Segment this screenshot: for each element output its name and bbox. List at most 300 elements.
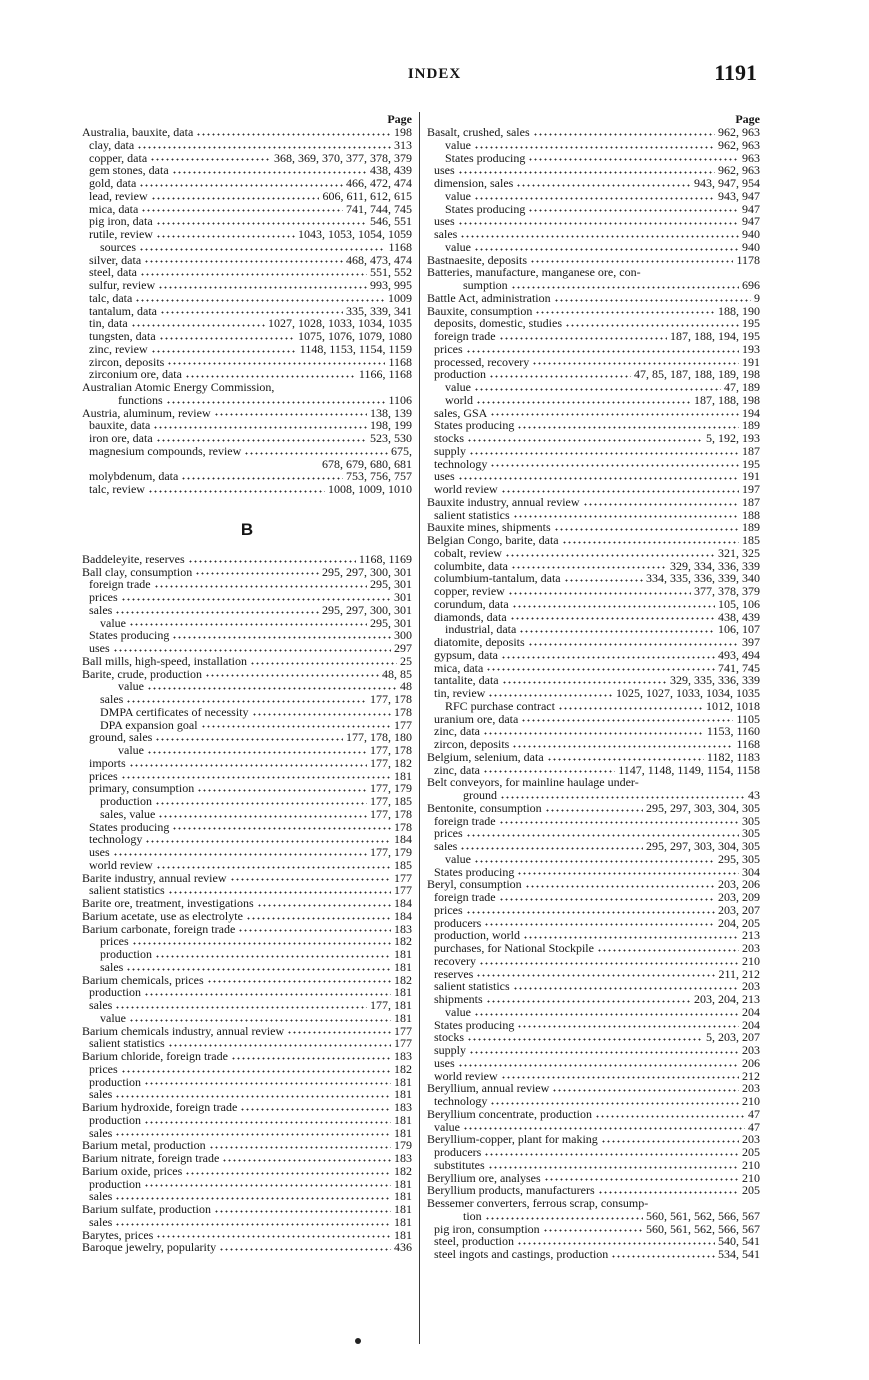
index-entry <box>427 394 760 407</box>
index-entry <box>427 126 760 139</box>
entry-term: Barium acetate, use as electrolyte <box>82 908 243 923</box>
dot-leader <box>564 579 643 582</box>
dot-leader <box>126 968 391 971</box>
entry-page-refs: 106, 107 <box>718 622 760 637</box>
dot-leader <box>160 311 343 314</box>
entry-term: technology <box>434 456 488 471</box>
dot-leader <box>458 477 739 480</box>
dot-leader <box>500 796 745 799</box>
entry-term: functions <box>118 392 163 407</box>
index-entry <box>427 1210 760 1223</box>
entry-page-refs: 295, 305 <box>718 851 760 866</box>
entry-term: world review <box>434 1068 498 1083</box>
entry-term: foreign trade <box>434 813 496 828</box>
entry-term: Ball mills, high-speed, installation <box>82 653 247 668</box>
entry-page-refs: 188, 190 <box>718 303 760 318</box>
dot-leader <box>148 490 325 493</box>
entry-page-refs: 183 <box>394 1151 412 1165</box>
index-entry <box>427 534 760 547</box>
entry-term: Beryllium concentrate, production <box>427 1106 592 1121</box>
dot-leader <box>562 541 739 544</box>
index-entry <box>82 999 412 1012</box>
entry-page-refs: 177, 178 <box>370 743 412 757</box>
entry-page-refs: 1168, 1169 <box>358 551 412 566</box>
entry-page-refs: 181 <box>394 1214 412 1229</box>
dot-leader <box>511 566 667 569</box>
entry-page-refs: 181 <box>394 1202 412 1216</box>
index-entry <box>82 553 412 566</box>
entry-page-refs: 675, <box>391 443 412 458</box>
entry-page-refs: 210 <box>742 1094 760 1108</box>
dot-leader <box>512 745 733 748</box>
dot-leader <box>155 802 367 805</box>
index-entry <box>427 1146 760 1159</box>
entry-term: sales, GSA <box>434 405 488 420</box>
index-entry <box>427 1031 760 1044</box>
index-entry <box>427 1057 760 1070</box>
entry-page-refs: 177, 178, 180 <box>346 730 412 745</box>
entry-term: Austria, aluminum, review <box>82 405 211 420</box>
entry-page-refs: 181 <box>394 1176 412 1191</box>
entry-term: diamonds, data <box>434 609 507 624</box>
dot-leader <box>501 490 739 493</box>
dot-leader <box>476 401 691 404</box>
entry-page-refs: 1008, 1009, 1010 <box>328 482 412 496</box>
entry-page-refs: 191 <box>742 469 760 484</box>
dot-leader <box>474 197 715 200</box>
entry-term: Beryllium ore, analyses <box>427 1170 541 1185</box>
dot-leader <box>517 1025 739 1028</box>
index-entry <box>427 432 760 445</box>
index-entry <box>82 846 412 859</box>
entry-term: purchases, for National Stockpile <box>434 941 594 955</box>
dot-leader <box>121 598 391 601</box>
entry-page-refs: 943, 947 <box>718 188 760 203</box>
entry-page-refs: 177, 179 <box>370 845 412 859</box>
index-entry <box>82 578 412 591</box>
index-entry <box>82 1152 412 1165</box>
entry-page-refs: 138, 139 <box>370 405 412 420</box>
entry-page-refs: 182 <box>394 934 412 949</box>
index-entry <box>82 833 412 846</box>
index-entry <box>427 840 760 853</box>
dot-leader <box>488 1166 739 1169</box>
entry-page-refs: 213 <box>742 928 760 943</box>
dot-leader <box>502 681 667 684</box>
entry-term: Batteries, manufacture, manganese ore, con- <box>427 265 641 280</box>
entry-page-refs: 181 <box>394 1087 412 1102</box>
entry-page-refs: 178 <box>394 704 412 719</box>
index-entry <box>427 368 760 381</box>
entry-term: Bauxite industry, annual review <box>427 494 580 509</box>
entry-term: Barytes, prices <box>82 1227 154 1242</box>
dot-leader <box>466 350 739 353</box>
entry-term: States producing <box>434 418 515 433</box>
entry-term: zircon, deposits <box>434 737 510 751</box>
dot-leader <box>474 1013 739 1016</box>
dot-leader <box>467 439 703 442</box>
index-entry <box>82 381 412 394</box>
index-entry <box>82 241 412 254</box>
entry-term: sales, value <box>100 806 156 821</box>
index-entry <box>82 343 412 356</box>
entry-term: States producing <box>89 819 170 834</box>
dot-leader <box>517 1242 715 1245</box>
entry-page-refs: 5, 192, 193 <box>706 431 760 445</box>
entry-page-refs: 177 <box>394 1023 412 1038</box>
entry-page-refs: 295, 297, 303, 304, 305 <box>646 800 760 815</box>
entry-page-refs: 184 <box>394 896 412 910</box>
entry-page-refs: 1166, 1168 <box>358 367 412 382</box>
dot-leader <box>129 764 367 767</box>
index-entry <box>82 897 412 910</box>
entry-page-refs: 1105 <box>736 711 760 726</box>
entry-term: prices <box>89 1061 118 1076</box>
entry-term: Ball clay, consumption <box>82 564 193 579</box>
entry-page-refs: 183 <box>394 1100 412 1114</box>
entry-term: lead, review <box>89 188 148 203</box>
entry-term: magnesium compounds, review <box>89 443 242 458</box>
dot-leader <box>513 515 739 518</box>
entry-page-refs: 195 <box>742 456 760 471</box>
entry-page-refs: 1106 <box>388 392 412 407</box>
entry-page-refs: 203 <box>742 979 760 994</box>
dot-leader <box>463 1127 745 1130</box>
entry-term: stocks <box>434 1030 464 1045</box>
entry-page-refs: 203 <box>742 1132 760 1147</box>
index-column-right <box>427 112 760 1261</box>
entry-page-refs: 187 <box>742 494 760 509</box>
dot-leader <box>214 1210 391 1213</box>
entry-page-refs: 182 <box>394 972 412 987</box>
entry-term: sales <box>89 998 113 1012</box>
dot-leader <box>484 1153 739 1156</box>
dot-leader <box>115 611 319 614</box>
entry-term: cobalt, review <box>434 545 502 560</box>
entry-page-refs: 943, 947, 954 <box>694 176 760 190</box>
dot-leader <box>488 694 613 697</box>
entry-page-refs: 181 <box>394 768 412 783</box>
dot-leader <box>230 878 391 881</box>
entry-term: prices <box>434 902 463 917</box>
dot-leader <box>158 815 367 818</box>
entry-term: industrial, data <box>445 622 517 637</box>
entry-term: Bessemer converters, ferrous scrap, consump- <box>427 1196 649 1210</box>
entry-term: sales <box>434 227 458 241</box>
dot-leader <box>489 375 631 378</box>
index-entry <box>427 1006 760 1019</box>
entry-term: tin, data <box>89 316 128 331</box>
entry-term: value <box>445 380 471 394</box>
entry-page-refs: 1009 <box>388 290 412 305</box>
dot-leader <box>168 891 391 894</box>
index-entry <box>82 808 412 821</box>
entry-page-refs: 203 <box>742 1043 760 1057</box>
dot-leader <box>153 426 367 429</box>
entry-page-refs: 48, 85 <box>382 666 412 681</box>
entry-page-refs: 993, 995 <box>370 278 412 292</box>
index-entry <box>82 177 412 190</box>
entry-term: Barium sulfate, production <box>82 1202 211 1216</box>
dot-leader <box>466 834 739 837</box>
entry-page-refs: 741, 744, 745 <box>346 201 412 216</box>
index-entry <box>82 432 412 445</box>
dot-leader <box>547 758 704 761</box>
entry-term: Barium carbonate, foreign trade <box>82 921 236 936</box>
entry-term: Bastnaesite, deposits <box>427 252 527 267</box>
dot-leader <box>552 1089 739 1092</box>
entry-page-refs: 438, 439 <box>718 609 760 624</box>
index-entry <box>427 1248 760 1261</box>
entry-page-refs: 295, 301 <box>370 577 412 592</box>
entry-term: zircon, deposits <box>89 354 165 369</box>
index-entry <box>427 177 760 190</box>
entry-page-refs: 187, 188, 198 <box>694 392 760 407</box>
index-entry <box>82 795 412 808</box>
entry-term: gypsum, data <box>434 647 498 662</box>
page-number: 1191 <box>714 60 757 85</box>
dot-leader <box>499 898 715 901</box>
entry-page-refs: 204, 205 <box>718 915 760 930</box>
entry-page-refs: 9 <box>754 290 760 305</box>
index-entry <box>427 279 760 292</box>
dot-leader <box>147 751 367 754</box>
entry-page-refs: 210 <box>742 1157 760 1172</box>
entry-term: Barium metal, production <box>82 1138 206 1153</box>
dot-leader <box>238 929 391 932</box>
dot-leader <box>505 554 715 557</box>
entry-term: stocks <box>434 431 464 445</box>
column-page-label: Page <box>735 112 760 126</box>
entry-term: processed, recovery <box>434 354 530 369</box>
entry-page-refs: 43 <box>748 788 760 802</box>
index-entry <box>427 955 760 968</box>
dot-leader <box>554 528 739 531</box>
entry-page-refs: 181 <box>394 959 412 974</box>
dot-leader <box>583 503 739 506</box>
entry-page-refs: 203, 209 <box>718 890 760 904</box>
entry-term: sulfur, review <box>89 278 156 292</box>
dot-leader <box>147 687 397 690</box>
entry-page-refs: 181 <box>394 1189 412 1204</box>
entry-page-refs: 203, 206 <box>718 877 760 892</box>
column-divider <box>419 112 420 1344</box>
entry-page-refs: 540, 541 <box>718 1234 760 1249</box>
dot-leader <box>144 1121 391 1124</box>
index-entry <box>427 241 760 254</box>
entry-term: Barium chemicals industry, annual review <box>82 1023 285 1038</box>
dot-leader <box>597 949 739 952</box>
index-entry <box>82 394 412 407</box>
entry-page-refs: 1168 <box>388 239 412 254</box>
entry-term: pig iron, consumption <box>434 1221 540 1236</box>
dot-leader <box>501 656 715 659</box>
entry-page-refs: 105, 106 <box>718 596 760 611</box>
entry-page-refs: 940 <box>742 239 760 254</box>
entry-term: Bauxite mines, shipments <box>427 520 551 535</box>
entry-page-refs: 181 <box>394 1125 412 1140</box>
entry-page-refs: 295, 297, 300, 301 <box>322 602 412 617</box>
entry-page-refs: 48 <box>400 679 412 694</box>
entry-term: value <box>445 1004 471 1019</box>
dot-leader <box>144 260 343 263</box>
entry-term: foreign trade <box>434 890 496 904</box>
dot-leader <box>528 209 739 212</box>
dot-leader <box>181 477 343 480</box>
dot-leader <box>126 700 367 703</box>
dot-leader <box>141 209 343 212</box>
entry-term: pig iron, data <box>89 214 153 229</box>
dot-leader <box>544 1178 739 1181</box>
index-entry <box>427 891 760 904</box>
dot-leader <box>144 993 391 996</box>
dot-leader <box>155 738 343 741</box>
entry-term: uses <box>434 163 455 178</box>
entry-page-refs: 184 <box>394 908 412 923</box>
dot-leader <box>543 1229 643 1232</box>
entry-term: producers <box>434 1145 482 1159</box>
entry-term: value <box>445 239 471 254</box>
entry-page-refs: 741, 745 <box>718 660 760 675</box>
dot-leader <box>115 1197 391 1200</box>
entry-term: bauxite, data <box>89 418 151 433</box>
entry-page-refs: 189 <box>742 520 760 535</box>
dot-leader <box>156 866 391 869</box>
entry-term: world review <box>434 482 498 496</box>
entry-term: Australia, bauxite, data <box>82 125 194 139</box>
dot-leader <box>474 146 715 149</box>
entry-page-refs: 1147, 1148, 1149, 1154, 1158 <box>618 762 760 777</box>
entry-page-refs: 1025, 1027, 1033, 1034, 1035 <box>616 686 760 700</box>
entry-term: value <box>100 1010 126 1025</box>
dot-leader <box>483 732 704 735</box>
dot-leader <box>154 585 367 588</box>
index-entry <box>82 1216 412 1229</box>
entry-term: steel ingots and castings, production <box>434 1247 609 1261</box>
entry-page-refs: 696 <box>742 278 760 292</box>
entry-term: deposits, domestic, studies <box>434 316 562 331</box>
index-entry <box>82 655 412 668</box>
entry-term: salient statistics <box>89 883 165 898</box>
entry-page-refs: 178 <box>394 819 412 834</box>
entry-term: zinc, data <box>434 762 480 777</box>
entry-term: Beryllium, annual review <box>427 1081 550 1096</box>
dot-leader <box>129 1019 391 1022</box>
entry-term: Battle Act, administration <box>427 290 551 305</box>
entry-term: Barite, crude, production <box>82 666 202 681</box>
entry-page-refs: 321, 325 <box>718 545 760 560</box>
dot-leader <box>132 942 391 945</box>
dot-leader <box>474 388 721 391</box>
entry-term: zinc, review <box>89 341 148 356</box>
entry-term: prices <box>89 590 118 604</box>
entry-term: columbium-tantalum, data <box>434 571 561 586</box>
index-entry <box>82 1063 412 1076</box>
dot-leader <box>205 674 379 677</box>
dot-leader <box>532 362 739 365</box>
index-entry <box>427 547 760 560</box>
entry-page-refs: 181 <box>394 1112 412 1127</box>
entry-term: clay, data <box>89 137 135 152</box>
entry-page-refs: 177, 182 <box>370 755 412 770</box>
dot-leader <box>158 286 367 289</box>
index-entry <box>427 139 760 152</box>
entry-term: talc, data <box>89 290 133 305</box>
dot-leader <box>156 1235 391 1238</box>
entry-page-refs: 204 <box>742 1004 760 1019</box>
dot-leader <box>185 375 356 378</box>
entry-page-refs: 184 <box>394 832 412 847</box>
dot-leader <box>250 662 397 665</box>
entry-term: tin, review <box>434 686 486 700</box>
index-entry <box>82 483 412 496</box>
entry-page-refs: 177 <box>394 883 412 898</box>
entry-page-refs: 560, 561, 562, 566, 567 <box>646 1221 760 1236</box>
index-entry <box>427 228 760 241</box>
entry-term: sales <box>89 1189 113 1204</box>
index-entry <box>427 483 760 496</box>
dot-leader <box>460 847 643 850</box>
dot-leader <box>510 617 715 620</box>
entry-term: production <box>100 794 152 808</box>
entry-page-refs: 177 <box>394 717 412 732</box>
dot-leader <box>121 776 391 779</box>
index-entry <box>82 292 412 305</box>
entry-page-refs: 1148, 1153, 1154, 1159 <box>299 341 412 356</box>
index-entry <box>427 458 760 471</box>
entry-page-refs: 194 <box>742 405 760 420</box>
dot-leader <box>244 452 388 455</box>
entry-page-refs: 305 <box>742 826 760 841</box>
entry-term: DMPA certificates of necessity <box>100 704 249 719</box>
index-entry <box>427 381 760 394</box>
index-entry-continuation: 678, 679, 680, 681 <box>322 456 412 471</box>
index-entry <box>427 215 760 228</box>
index-entry <box>427 700 760 713</box>
entry-page-refs: 212 <box>742 1068 760 1083</box>
entry-term: uses <box>434 214 455 229</box>
entry-term: technology <box>89 832 143 847</box>
entry-page-refs: 203 <box>742 1081 760 1096</box>
dot-leader <box>155 955 391 958</box>
entry-term: sales <box>89 1125 113 1140</box>
entry-page-refs: 546, 551 <box>370 214 412 229</box>
entry-page-refs: 301 <box>394 590 412 604</box>
dot-leader <box>156 235 295 238</box>
dot-leader <box>490 464 739 467</box>
index-entry <box>427 1197 760 1210</box>
dot-leader <box>115 1095 391 1098</box>
column-page-label: Page <box>387 112 412 126</box>
entry-page-refs: 204 <box>742 1017 760 1032</box>
entry-page-refs: 211, 212 <box>718 966 760 981</box>
dot-leader <box>137 146 391 149</box>
entry-page-refs: 962, 963 <box>718 137 760 152</box>
dot-leader <box>499 821 739 824</box>
index-entry <box>82 986 412 999</box>
entry-page-refs: 523, 530 <box>370 431 412 445</box>
index-entry <box>427 343 760 356</box>
entry-page-refs: 1075, 1076, 1079, 1080 <box>298 329 412 343</box>
dot-leader <box>523 936 739 939</box>
dot-leader <box>474 860 715 863</box>
index-entry <box>82 1101 412 1114</box>
index-entry <box>427 789 760 802</box>
index-entry <box>82 859 412 872</box>
dot-leader <box>528 643 739 646</box>
entry-term: steel, data <box>89 265 137 280</box>
entry-term: tungsten, data <box>89 329 156 343</box>
